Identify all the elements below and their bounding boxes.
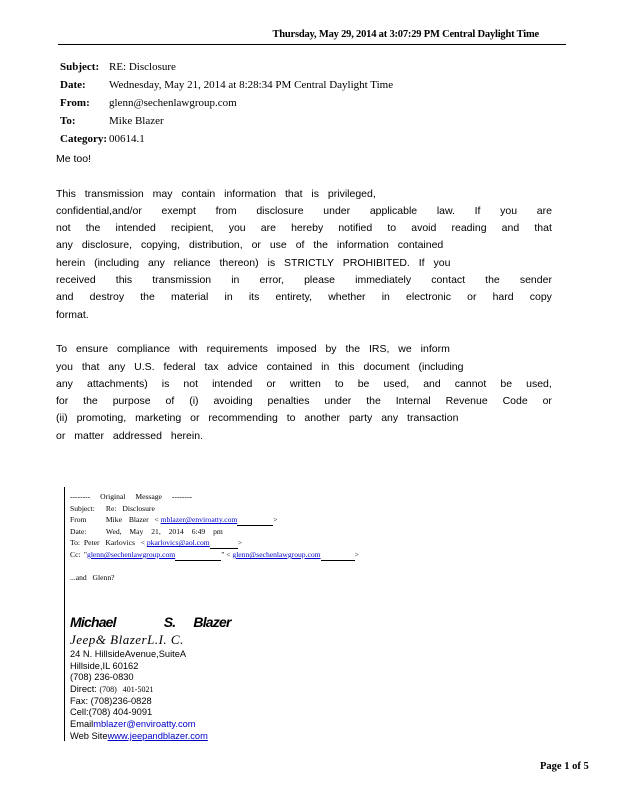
disclaimer-line: not the intended recipient, you are hereby notified to avoid reading and that (56, 222, 552, 235)
irs-circular-230-notice (56, 341, 552, 445)
meta-label: Subject: (60, 61, 100, 73)
signature-name (70, 614, 231, 630)
signature-address-1: 24 N. HillsideAvenue,SuiteA (70, 649, 187, 659)
confidentiality-disclaimer (56, 186, 552, 324)
disclaimer-line: received this transmission in error, please immediately contact the sender (56, 274, 552, 287)
signature-cell: Cell:(708) 404-9091 (70, 707, 153, 718)
meta-category (60, 130, 393, 148)
greeting-paragraph (56, 151, 552, 168)
signature-phone: (708) 236-0830 (70, 672, 134, 683)
fwd-cc-email-link-2[interactable]: glenn@sechenlawgroup.com (232, 549, 321, 559)
quoted-message-bar (64, 487, 65, 741)
message-meta (60, 58, 393, 148)
meta-subject (60, 58, 393, 76)
disclaimer-line: any disclosure, copying, distribution, or use of the information contained (56, 239, 444, 252)
disclaimer-line: herein (including any reliance thereon) is STRICTLY PROHIBITED. If you (56, 256, 451, 269)
signature-email-row (70, 719, 208, 731)
signature-firm: Jeep& BlazerL.I. C. (70, 632, 184, 647)
fwd-label: To: (70, 538, 81, 548)
signature-website-link[interactable]: www.jeepandblazer.com (107, 730, 208, 741)
disclaimer-line: format. (56, 308, 89, 321)
original-message-header: -------- Original Message -------- (70, 492, 193, 501)
signature-web-label: Web Site (70, 730, 108, 741)
meta-label: From: (60, 97, 90, 109)
header-rule (58, 44, 566, 45)
fwd-to-name: Peter Karlovics (83, 538, 135, 548)
greeting: Me too! (56, 153, 92, 165)
irs-line: or matter addressed herein. (56, 429, 203, 442)
fwd-label: From (70, 515, 87, 525)
signature-fax: Fax: (708)236-0828 (70, 695, 152, 706)
signature-middle-initial: S. (163, 614, 176, 630)
print-header: Thursday, May 29, 2014 at 3:07:29 PM Central Daylight Time (272, 29, 539, 40)
meta-from (60, 94, 393, 112)
signature-direct-label: Direct: (70, 684, 97, 695)
meta-value: Mike Blazer (109, 115, 164, 127)
meta-to (60, 112, 393, 130)
signature-email-link[interactable]: mblazer@enviroatty.com (93, 719, 196, 730)
fwd-to-row: To: Peter Karlovics < pkarlovics@aol.com > (70, 538, 243, 548)
page-number: Page 1 of 5 (540, 761, 589, 772)
fwd-label: Subject: (70, 503, 95, 513)
fwd-from-name: Mike Blazer (105, 515, 149, 525)
signature-contact (70, 649, 208, 743)
signature-email-label: Email (70, 719, 94, 730)
irs-line: you that any U.S. federal tax advice contained in this document (including (56, 360, 464, 373)
meta-value: 00614.1 (109, 133, 145, 145)
fwd-to-email-link[interactable]: pkarlovics@aol.com (146, 538, 210, 548)
irs-line: (ii) promoting, marketing or recommending to another party any transaction (56, 412, 459, 425)
forwarded-message (70, 491, 359, 584)
meta-label: Date: (60, 79, 86, 91)
signature-first-name: Michael (70, 614, 116, 630)
fwd-label: Date: (70, 526, 87, 536)
meta-value: RE: Disclosure (109, 61, 176, 73)
fwd-from-email-link[interactable]: mblazer@enviroatty.com (160, 515, 238, 525)
irs-line: any attachments) is not intended or written to be used, and cannot be used, (56, 377, 552, 390)
disclaimer-line: confidential,and/or exempt from disclosure under applicable law. If you are (56, 204, 552, 217)
disclaimer-line: and destroy the material in its entirety, whether in electronic or hard copy (56, 291, 552, 304)
fwd-cc-row: Cc: "glenn@sechenlawgroup.com " < glenn@sechenlawgroup.com > (70, 549, 359, 559)
signature-direct-row (70, 684, 208, 696)
fwd-subject: Re: Disclosure (105, 503, 155, 513)
meta-value: glenn@sechenlawgroup.com (109, 97, 237, 109)
fwd-cc-email-link-1[interactable]: glenn@sechenlawgroup.com (87, 549, 176, 559)
signature-last-name: Blazer (193, 614, 231, 630)
message-body (56, 151, 552, 445)
fwd-subject-row (70, 503, 359, 515)
fwd-from-row: From Mike Blazer < mblazer@enviroatty.com > (70, 515, 278, 525)
meta-label: Category: (60, 133, 108, 145)
meta-date (60, 76, 393, 94)
fwd-body: ...and Glenn? (70, 573, 115, 583)
signature-direct: (708) 401-5021 (99, 685, 154, 695)
meta-label: To: (60, 115, 76, 127)
signature-address-2: Hillside,IL 60162 (70, 660, 139, 671)
irs-line: for the purpose of (i) avoiding penalties under the Internal Revenue Code or (56, 395, 552, 408)
fwd-date: Wed, May 21, 2014 6:49 pm (105, 526, 223, 536)
signature-web-row (70, 731, 208, 743)
disclaimer-line: This transmission may contain information that is privileged, (56, 187, 376, 200)
irs-line: To ensure compliance with requirements imposed by the IRS, we inform (56, 343, 450, 356)
meta-value: Wednesday, May 21, 2014 at 8:28:34 PM Central Daylight Time (109, 79, 394, 91)
fwd-label: Cc: (70, 549, 81, 559)
fwd-date-row (70, 526, 359, 538)
